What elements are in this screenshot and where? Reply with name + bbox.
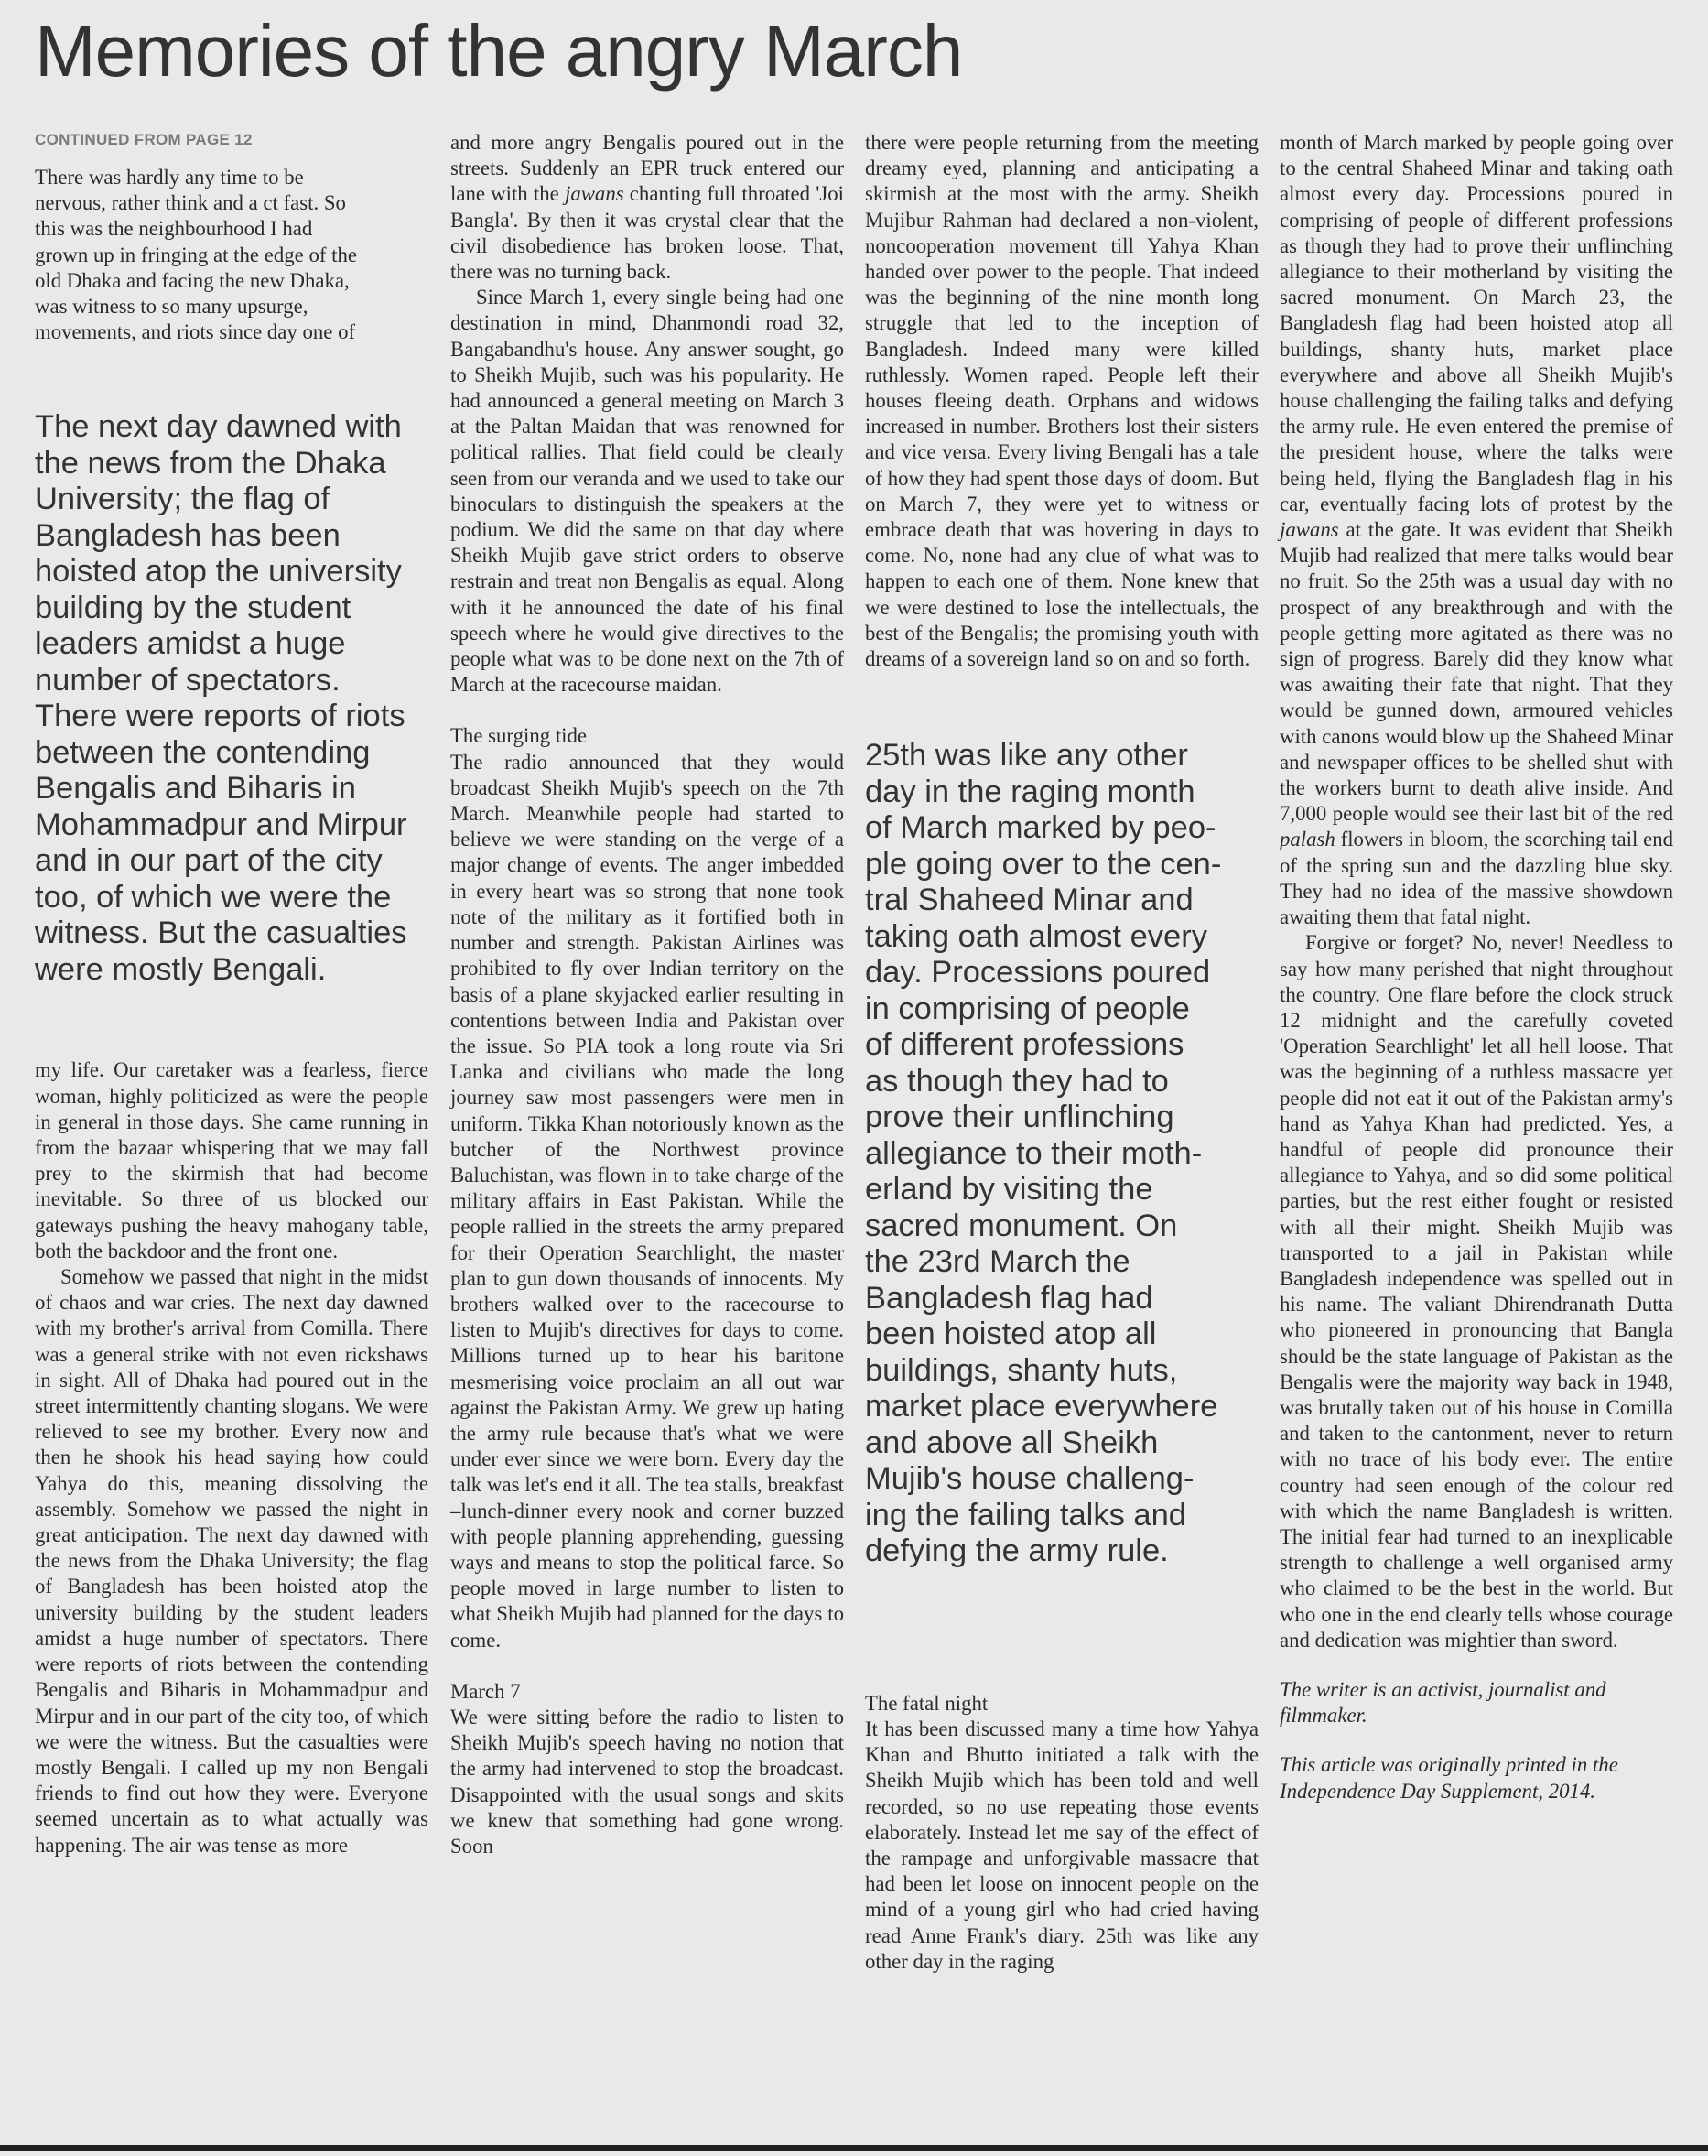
italic-word: palash xyxy=(1280,828,1335,851)
continued-label: CONTINUED FROM PAGE 12 xyxy=(35,131,253,148)
subhead-march-7: March 7 xyxy=(450,1679,521,1703)
body-paragraph: The radio announced that they would broadcast Sheikh Mujib's speech on the 7th March. Meanwhile people had started to believe we were standing on the verge of a major change of events. The anger imbedded in every heart was so strong that none took note of the military as it fortified both in number and strength. Pakistan Airlines was prohibited to fly over Indian territory on the basis of a plane skyjacked earlier resulting in contentions between India and Pakistan over the issue. So PIA took a long route via Sri Lanka and civilians who made the long journey saw most passengers were men in uniform. Tikka Khan notoriously known as the butcher of the Northwest province Baluchistan, was flown in to take charge of the military affairs in East Pakistan. While the people rallied in the streets the army prepared for their Operation Searchlight, the master plan to gun down thousands of innocents. My brothers walked over to the racecourse to listen to Mujib's directives for days to come. Millions turned up to hear his baritone mesmerising voice proclaim an all out war against the Pakistan Army. We grew up hating the army rule because that's what we were under ever since we were born. Every day the talk was let's end it all. The tea stalls, breakfast –lunch-dinner every nook and corner buzzed with people planning apprehending, guessing ways and means to stop the political farce. So people moved in large number to listen to what Sheikh Mujib had planned for the days to come. xyxy=(450,750,844,1652)
italic-word: jawans xyxy=(1280,518,1339,542)
body-paragraph: there were people returning from the meeting dreamy eyed, planning and anticipating a skirmish at the most with the army. Sheikh Mujibur Rahman had declared a non-violent, noncooperation movement till Yahya Khan handed over power to the people. That indeed was the beginning of the nine month long struggle that led to the inception of Bangladesh. Indeed many were killed ruthlessly. Women raped. People left their houses fleeing death. Orphans and widows increased in number. Brothers lost their sisters and vice versa. Every living Bengali has a tale of how they had spent those days of doom. But on March 7, they were yet to witness or embrace death that was hovering in days to come. No, none had any clue of what was to happen to each one of them. None knew that we were destined to lose the intellectuals, the best of the Bengalis; the promising youth with dreams of a sovereign land so on and so forth. xyxy=(865,131,1259,671)
pull-quote-2: 25th was like any other day in the raging month of March marked by peo- ple going over to the cen- tral Shaheed Minar and taking oath almost every day. Processions poured in comprising of people of different professions as though they had to prove their unflinching allegiance to their moth- erland by visiting the sacred monument. On the 23rd March the Bangladesh flag had been hoisted atop all buildings, shanty huts, market place everywhere and above all Sheikh Mujib's house challeng- ing the failing talks and defying the army rule. xyxy=(865,738,1222,1569)
subhead-fatal-night: The fatal night xyxy=(865,1691,989,1715)
column-1 xyxy=(35,130,428,1858)
body-paragraph: We were sitting before the radio to listen to Sheikh Mujib's speech having no notion that the army had intervened to stop the broadcast. Disappointed with the usual songs and skits we knew that something had gone wrong. Soon xyxy=(450,1705,844,1858)
bottom-rule xyxy=(0,2145,1708,2151)
body-paragraph: Somehow we passed that night in the midst of chaos and war cries. The next day dawned with my brother's arrival from Comilla. There was a general strike with not even rickshaws in sight. All of Dhaka had poured out in the street intermittently chanting slogans. We were relieved to see my brother. Every now and then he shook his head saying how could Yahya do this, meaning dissolving the assembly. Somehow we passed the night in great anticipation. The next day dawned with the news from the Dhaka University; the flag of Bangladesh has been hoisted atop the university building by the student leaders amidst a huge number of spectators. There were reports of riots between the contending Bengalis and Biharis in Mohammadpur and Mirpur and in our part of the city too, of which we were the witness. But the casualties were mostly Bengali. I called up my non Bengali friends to find out how they were. Everyone seemed uncertain as to what actually was happening. The air was tense as more xyxy=(35,1265,428,1857)
column-4 xyxy=(1280,130,1673,1804)
column-3 xyxy=(865,130,1259,1975)
intro-paragraph: There was hardly any time to be nervous, rather think and a ct fast. So this was the neighbourhood I had grown up in fringing at the edge of the old Dhaka and facing the new Dhaka, was witness to so many upsurge, movements, and riots since day one of xyxy=(35,166,357,344)
article-title: Memories of the angry March xyxy=(35,10,963,92)
author-bio: The writer is an activist, journalist and filmmaker. xyxy=(1280,1677,1606,1728)
italic-word: jawans xyxy=(564,182,624,206)
subhead-surging-tide: The surging tide xyxy=(450,724,588,748)
body-paragraph: my life. Our caretaker was a fearless, fierce woman, highly politicized as were the people in general in those days. She came running in from the bazaar whispering that we may fall prey to the skirmish that had become inevitable. So three of us blocked our gateways pushing the heavy mahogany table, both the backdoor and the front one. xyxy=(35,1058,428,1262)
pull-quote-1: The next day dawned with the news from the Dhaka University; the flag of Bangladesh has been hoisted atop the university building by the student leaders amidst a huge number of spectators. There were reports of riots between the contending Bengalis and Biharis in Mohammadpur and Mirpur and in our part of the city too, of which we were the witness. But the casualties were mostly Bengali. xyxy=(35,409,407,987)
body-paragraph: It has been discussed many a time how Yahya Khan and Bhutto initiated a talk with the Sheikh Mujib which has been told and well recorded, so no use repeating those events elaborately. Instead let me say of the effect of the rampage and unforgivable massacre that had been let loose on innocent people on the mind of a young girl who had cried having read Anne Frank's diary. 25th was like any other day in the raging xyxy=(865,1717,1259,1973)
body-paragraph: month of March marked by people going over to the central Shaheed Minar and taking oath almost every day. Processions poured in comprising of people of different professions as though they had to prove their unflinching allegiance to their motherland by visiting the sacred monument. On March 23, the Bangladesh flag had been hoisted atop all buildings, shanty huts, market place everywhere and above all Sheikh Mujib's house challenging the failing talks and defying the army rule. He even entered the premise of the president house, where the talks were being held, flying the Bangladesh flag in his car, eventually facing lots of protest by the jawans at the gate. It was evident that Sheikh Mujib had realized that mere talks would bear no fruit. So the 25th was a usual day with no prospect of any breakthrough and with the people getting more agitated as there was no sign of progress. Barely did they know what was awaiting their fate that night. That they would be gunned down, armoured vehicles with canons would blow up the Shaheed Minar and newspaper offices to be shelled shut with the workers burnt to death alive inside. And 7,000 people would see their last bit of the red palash flowers in bloom, the scorching tail end of the spring sun and the dazzling blue sky. They had no idea of the massive showdown awaiting them that fatal night. xyxy=(1280,131,1673,929)
column-2 xyxy=(450,130,844,1859)
body-paragraph: and more angry Bengalis poured out in the streets. Suddenly an EPR truck entered our lane with the jawans chanting full throated 'Joi Bangla'. By then it was crystal clear that the civil disobedience has broken loose. That, there was no turning back. xyxy=(450,131,844,284)
body-paragraph: Forgive or forget? No, never! Needless to say how many perished that night throughout the country. One flare before the clock struck 12 midnight and the carefully coveted 'Operation Searchlight' let all hell loose. That was the beginning of a ruthless massacre yet people did not eat it out of the Pakistan army's hand as Yahya Khan had predicted. Yes, a handful of people did pronounce their allegiance to Yahya, and so did some political parties, but the rest either fought or resisted with all their might. Sheikh Mujib was transported to a jail in Pakistan while Bangladesh independence was spelled out in his name. The valiant Dhirendranath Dutta who pioneered in pronouncing that Bangla should be the state language of Pakistan as the Bengalis were the majority way back in 1948, was brutally taken out of his house in Comilla and taken to the cantonment, never to return with no trace of his body ever. The entire country had seen enough of the colour red with which the name Bangladesh is written. The initial fear had turned to an inexplicable strength to challenge a well organised army who claimed to be the best in the world. But who one in the end clearly tells whose courage and dedication was mightier than sword. xyxy=(1280,931,1673,1652)
body-paragraph: Since March 1, every single being had one destination in mind, Dhanmondi road 32, Bangabandhu's house. Any answer sought, go to Sheikh Mujib, such was his popularity. He had announced a general meeting on March 3 at the Paltan Maidan that was renowned for political rallies. That field could be clearly seen from our veranda and we used to take our binoculars to distinguish the speakers at the podium. We did the same on that day where Sheikh Mujib gave strict orders to observe restrain and treat non Bengalis as equal. Along with it he announced the date of his final speech where he would give directives to the people what was to be done next on the 7th of March at the racecourse maidan. xyxy=(450,286,844,697)
publication-note: This article was originally printed in the Independence Day Supplement, 2014. xyxy=(1280,1753,1618,1803)
